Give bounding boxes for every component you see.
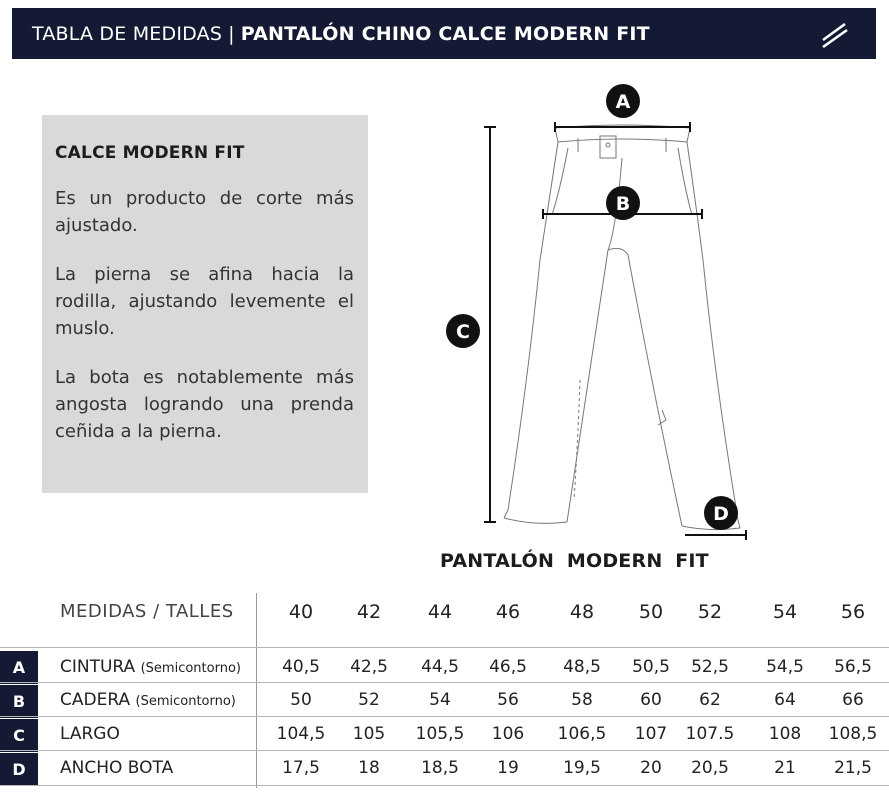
table-cell: 20,5 — [691, 758, 729, 778]
table-cell: 54,5 — [766, 657, 804, 677]
table-cell: 52 — [358, 690, 380, 710]
size-header: 52 — [697, 601, 723, 623]
table-cell: 106 — [491, 724, 525, 744]
table-cell: 106,5 — [557, 724, 607, 744]
table-cell: 58 — [571, 690, 593, 710]
table-cell: 18 — [358, 758, 380, 778]
row-separator — [0, 785, 889, 786]
table-cell: 17,5 — [282, 758, 320, 778]
table-cell: 19,5 — [563, 758, 601, 778]
fit-description-panel — [42, 115, 368, 493]
size-header: 44 — [427, 601, 453, 623]
table-cell: 46,5 — [489, 657, 527, 677]
table-cell: 50,5 — [632, 657, 670, 677]
table-cell: 44,5 — [421, 657, 459, 677]
pants-diagram — [440, 80, 770, 550]
row-letter-b: B — [0, 685, 38, 718]
table-cell: 19 — [497, 758, 519, 778]
table-cell: 105,5 — [415, 724, 465, 744]
table-cell: 40,5 — [282, 657, 320, 677]
marker-c — [446, 314, 480, 348]
table-cell: 54 — [429, 690, 451, 710]
row-label-cadera: CADERA (Semicontorno) — [60, 690, 236, 710]
size-header: 42 — [356, 601, 382, 623]
table-cell: 60 — [640, 690, 662, 710]
table-cell: 62 — [699, 690, 721, 710]
fit-paragraph-2: La pierna se afina hacia la rodilla, ajustando levemente el muslo. — [55, 264, 354, 339]
header-title-bold: PANTALÓN CHINO CALCE MODERN FIT — [240, 22, 650, 45]
size-header: 46 — [495, 601, 521, 623]
table-cell: 21 — [774, 758, 796, 778]
size-table — [0, 593, 889, 800]
double-slash-icon — [820, 20, 850, 48]
length-measure-line — [484, 127, 496, 522]
row-separator — [0, 716, 889, 717]
fit-paragraph-1: Es un producto de corte más ajustado. — [55, 188, 354, 236]
header-separator: | — [228, 22, 235, 45]
row-separator — [0, 647, 889, 648]
svg-text:A: A — [615, 91, 631, 113]
table-cell: 48,5 — [563, 657, 601, 677]
table-cell: 50 — [290, 690, 312, 710]
row-separator — [0, 750, 889, 751]
table-cell: 20 — [640, 758, 662, 778]
table-cell: 21,5 — [834, 758, 872, 778]
svg-text:B: B — [615, 193, 631, 215]
table-cell: 105 — [352, 724, 386, 744]
table-cell: 108 — [768, 724, 802, 744]
table-cell: 108,5 — [828, 724, 878, 744]
size-header: 40 — [288, 601, 314, 623]
table-cell: 56,5 — [834, 657, 872, 677]
header-title-light: TABLA DE MEDIDAS — [32, 22, 223, 45]
header-bar — [12, 8, 876, 59]
table-header-label: MEDIDAS / TALLES — [60, 601, 234, 622]
size-header: 54 — [772, 601, 798, 623]
waist-measure-line — [555, 122, 690, 132]
table-cell: 52,5 — [691, 657, 729, 677]
diagram-caption: PANTALÓN MODERN FIT — [440, 550, 709, 572]
row-label-largo: LARGO — [60, 724, 120, 744]
row-letter-d: D — [0, 753, 38, 786]
table-cell: 18,5 — [421, 758, 459, 778]
size-header: 50 — [638, 601, 664, 623]
svg-text:D: D — [713, 503, 729, 525]
fit-title: CALCE MODERN FIT — [55, 143, 245, 163]
table-cell: 107.5 — [685, 724, 735, 744]
row-label-cintura: CINTURA (Semicontorno) — [60, 657, 241, 677]
svg-text:C: C — [456, 321, 470, 343]
marker-a — [606, 84, 640, 118]
marker-b — [606, 186, 640, 220]
row-letter-c: C — [0, 719, 38, 752]
hem-measure-line — [685, 530, 746, 540]
pants-outline — [504, 125, 740, 530]
row-letter-a: A — [0, 651, 38, 684]
row-label-ancho-bota: ANCHO BOTA — [60, 758, 174, 778]
fit-paragraph-3: La bota es notablemente más angosta logrando una prenda ceñida a la pierna. — [55, 367, 354, 442]
table-divider — [256, 593, 257, 788]
marker-d — [704, 496, 738, 530]
table-cell: 107 — [634, 724, 668, 744]
size-header: 48 — [569, 601, 595, 623]
size-header: 56 — [840, 601, 866, 623]
table-cell: 104,5 — [276, 724, 326, 744]
table-cell: 56 — [497, 690, 519, 710]
table-cell: 66 — [842, 690, 864, 710]
row-separator — [0, 682, 889, 683]
table-cell: 42,5 — [350, 657, 388, 677]
table-cell: 64 — [774, 690, 796, 710]
